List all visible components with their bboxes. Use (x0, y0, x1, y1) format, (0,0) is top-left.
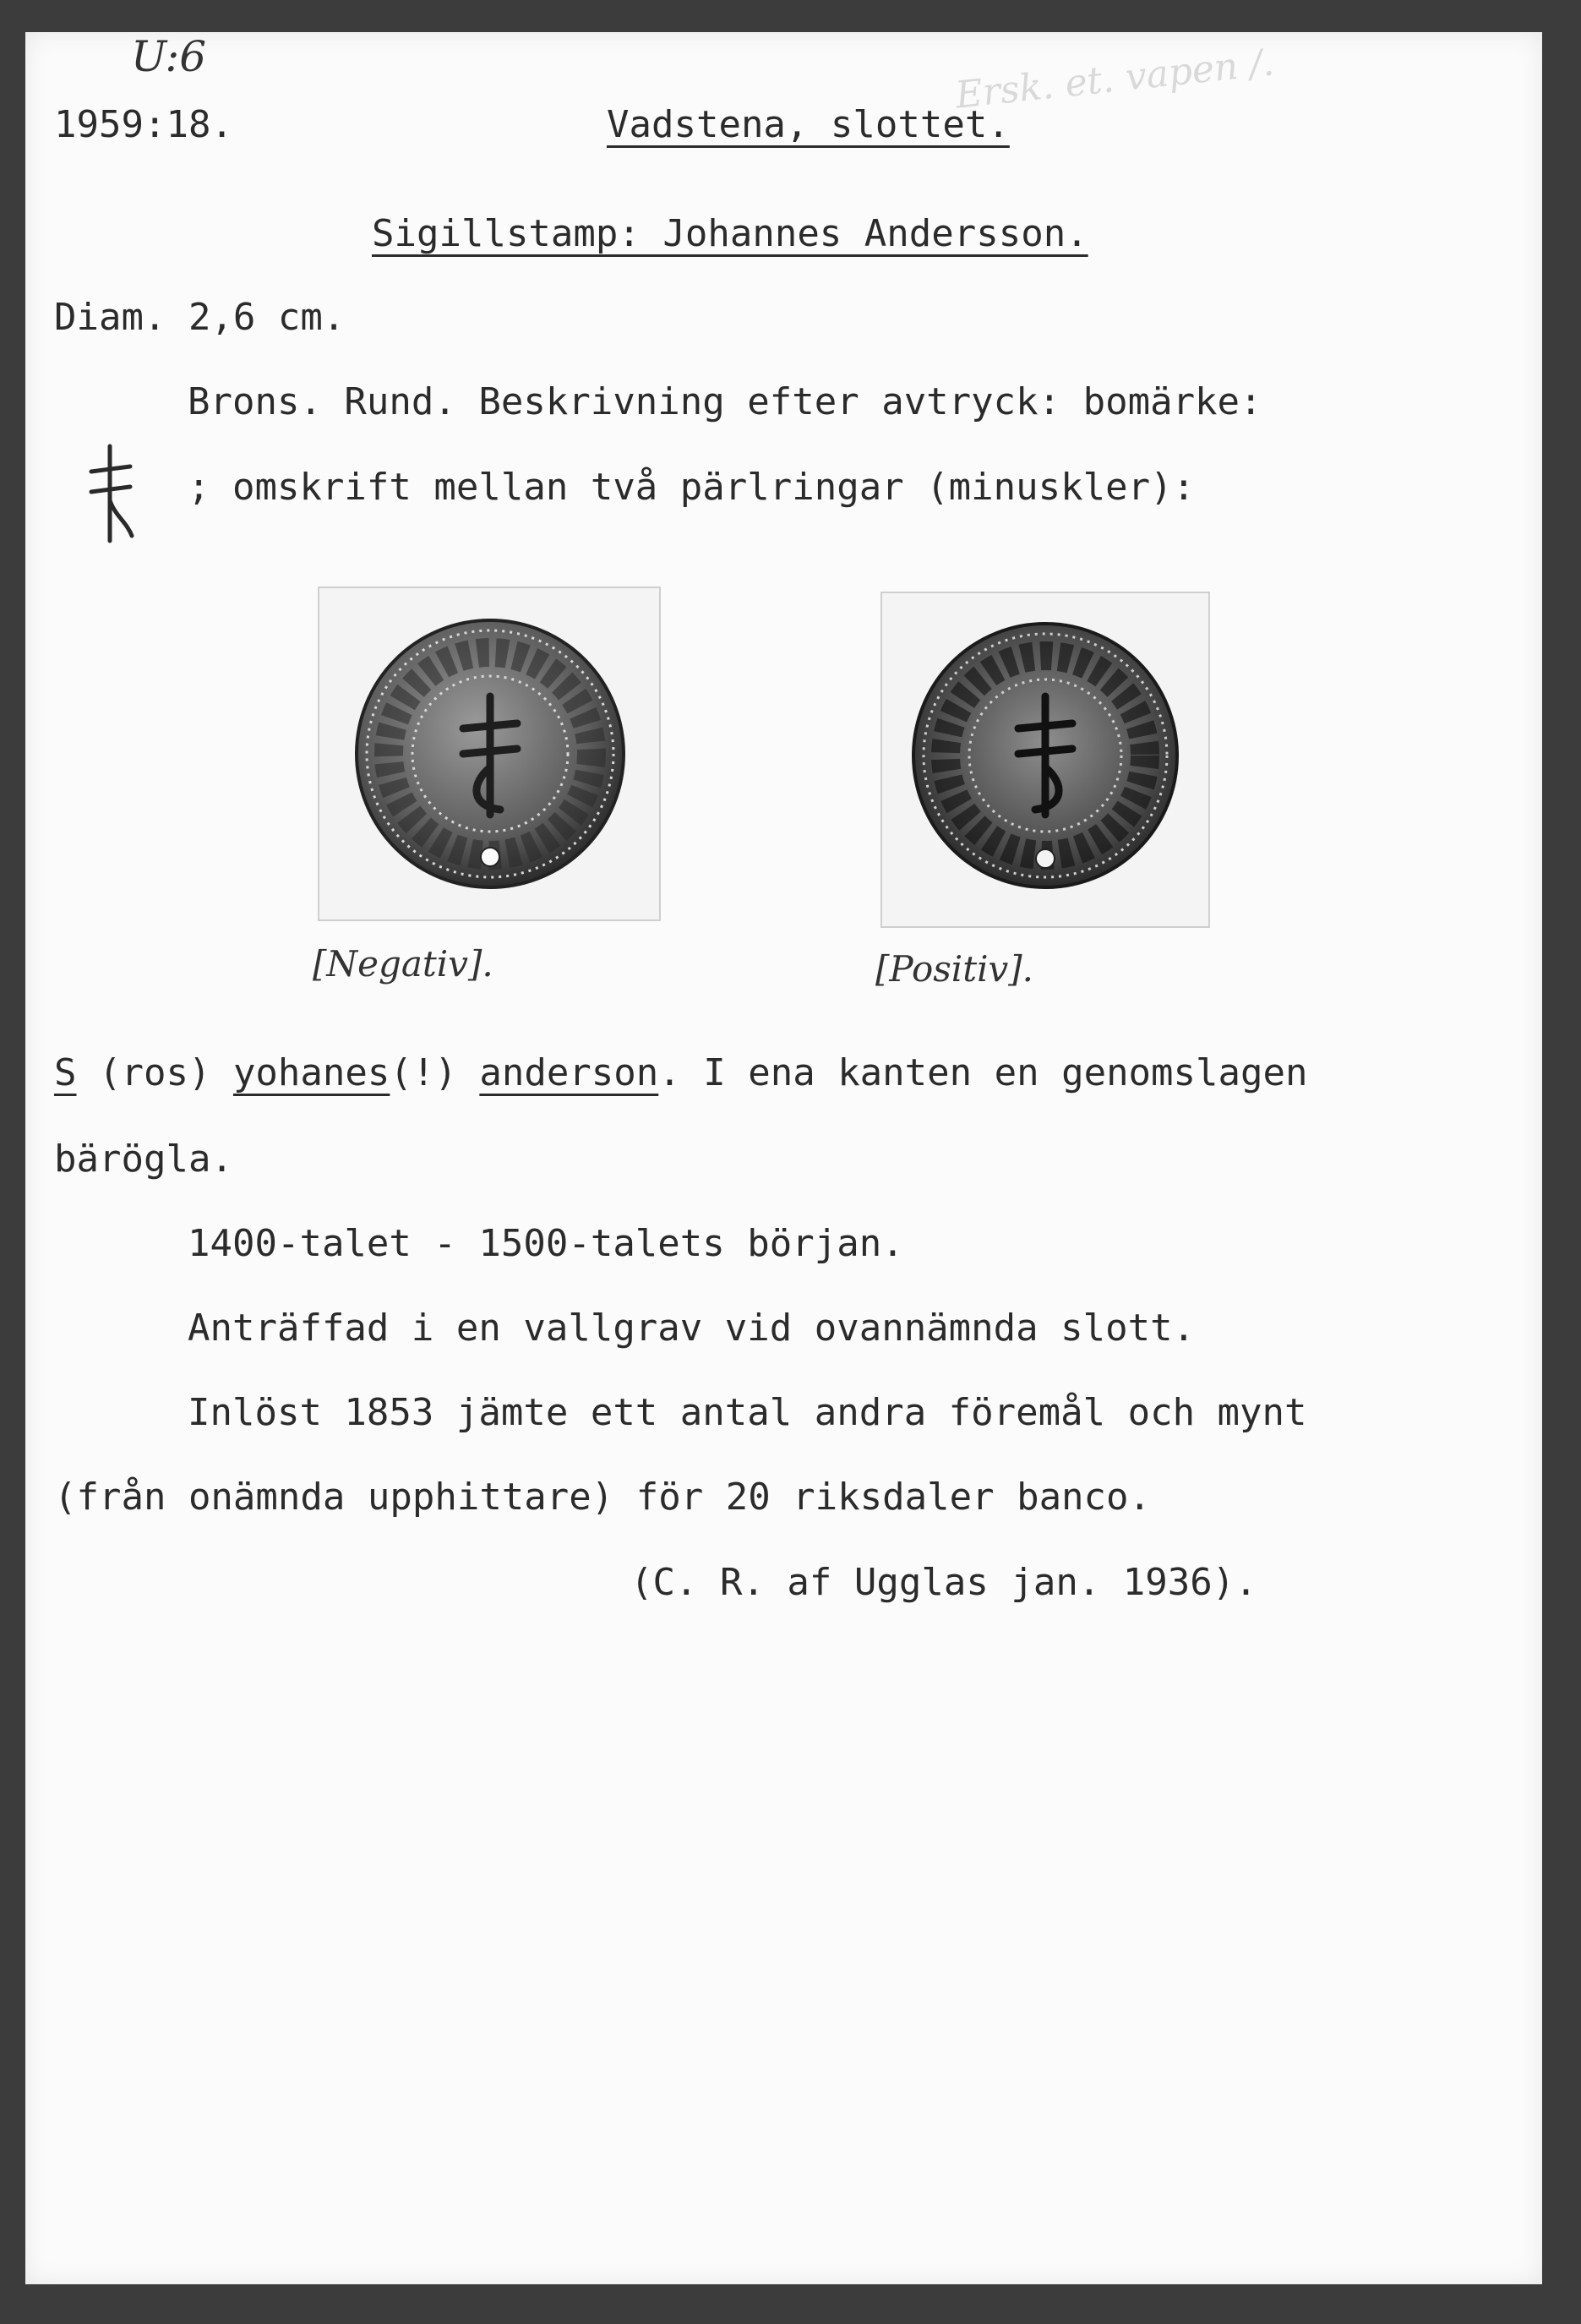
inscription-rest: . I ena kanten en genomslagen (658, 1051, 1308, 1094)
redemption-line-1: Inlöst 1853 jämte ett antal andra föremål och mynt (188, 1391, 1307, 1434)
positive-label: [Positiv]. (875, 948, 1033, 990)
diameter-line: Diam. 2,6 cm. (54, 296, 346, 339)
redemption-line-2: (från onämnda upphittare) för 20 riksdaler banco. (54, 1476, 1152, 1519)
inscription-ros: (ros) (76, 1051, 233, 1094)
negative-label: [Negativ]. (313, 943, 493, 985)
inscription-line (54, 1051, 1308, 1094)
inscription-name-yohanes: yohanes (232, 1051, 390, 1094)
seal-negative-photo (318, 586, 661, 921)
inscription-name-anderson: anderson (479, 1051, 659, 1094)
find-location-line: Anträffad i en vallgrav vid ovannämnda slott. (188, 1307, 1196, 1350)
seal-positive-photo (880, 592, 1210, 928)
material-description: Brons. Rund. Beskrivning efter avtryck: bomärke: (188, 380, 1262, 423)
object-title: Sigillstamp: Johannes Andersson. (372, 212, 1088, 255)
inscription-exclamation: (!) (390, 1051, 480, 1094)
accession-number: 1959:18. (54, 103, 233, 146)
signature-line: (C. R. af Ugglas jan. 1936). (630, 1561, 1257, 1604)
location-heading: Vadstena, slottet. (607, 103, 1010, 146)
inscription-s: S (54, 1051, 77, 1094)
housemark-cross-icon (85, 441, 137, 544)
catalog-handwritten-number: U:6 (131, 32, 207, 81)
faint-pencil-note: Ersk. et. vapen /. (953, 41, 1277, 117)
inscription-line-2: bärögla. (54, 1137, 233, 1181)
dating-line: 1400-talet - 1500-talets början. (188, 1222, 904, 1265)
catalog-card (25, 32, 1542, 2284)
inscription-description: ; omskrift mellan två pärlringar (minuskler): (188, 466, 1196, 509)
